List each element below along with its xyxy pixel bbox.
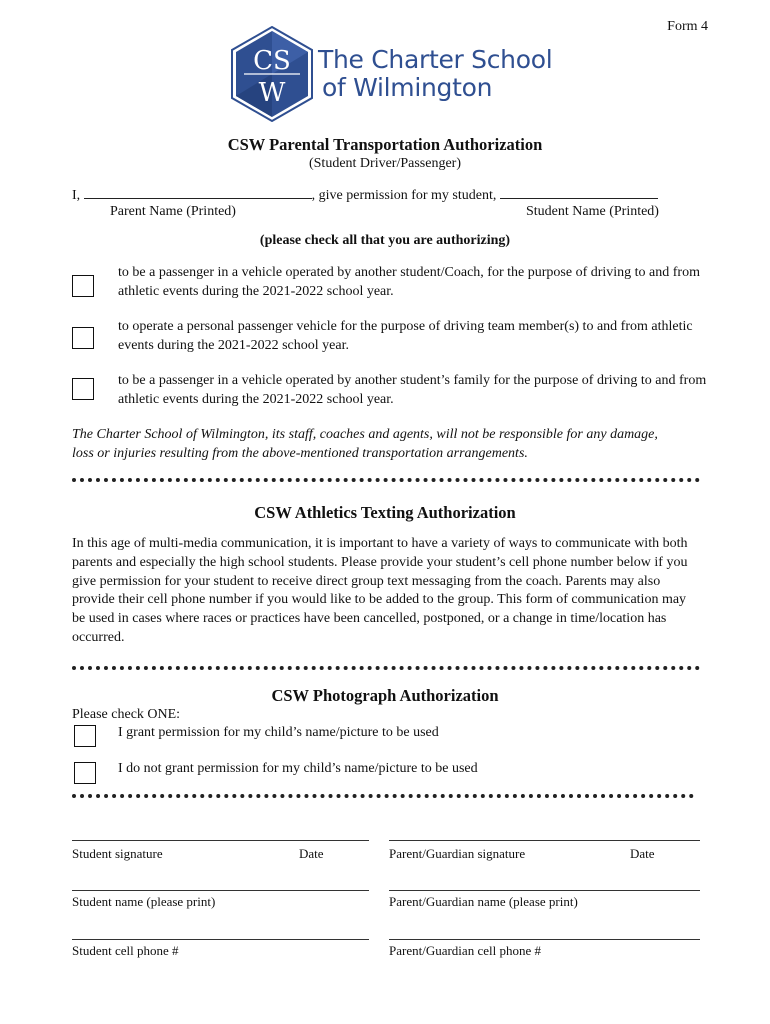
option-passenger-student: to be a passenger in a vehicle operated by another student/Coach, for the purpose of driving to and from athletic events during the 2021-2022 school year.: [118, 265, 700, 299]
section-divider: [72, 666, 700, 670]
student-phone-line[interactable]: [72, 939, 369, 940]
logo-line-1: The Charter School: [318, 45, 553, 74]
parent-name-field[interactable]: [84, 185, 312, 199]
school-logo: [230, 26, 553, 126]
photo-instruction: Please check ONE:: [72, 707, 181, 722]
operate-vehicle-checkbox[interactable]: [72, 327, 94, 349]
form-number: Form 4: [667, 19, 708, 34]
transport-title: CSW Parental Transportation Authorization: [227, 135, 543, 154]
parent-name-print-label: Parent/Guardian name (please print): [389, 894, 578, 909]
student-name-print-label: Student name (please print): [72, 894, 216, 909]
option-operate-vehicle: to operate a personal passenger vehicle for the purpose of driving team member(s) to and from athletic events during the 2021-2022 school year.: [118, 319, 693, 353]
transport-subtitle: (Student Driver/Passenger): [308, 156, 462, 171]
photo-deny-label: I do not grant permission for my child’s name/picture to be used: [118, 761, 478, 776]
logo-monogram-bottom: W: [258, 78, 286, 108]
photo-title: CSW Photograph Authorization: [271, 686, 499, 705]
section-divider: [72, 478, 700, 482]
section-divider: [72, 794, 694, 798]
parent-date-label: Date: [630, 846, 655, 861]
logo-wordmark: [318, 46, 552, 102]
liability-disclaimer: The Charter School of Wilmington, its staff, coaches and agents, will not be responsible for any damage, loss or injuries resulting from the above-mentioned transportation arrangements.: [72, 427, 658, 461]
texting-title: CSW Athletics Texting Authorization: [254, 503, 516, 522]
hexagon-logo-icon: [230, 26, 314, 122]
student-date-label: Date: [299, 846, 324, 861]
option-passenger-family: to be a passenger in a vehicle operated by another student’s family for the purpose of driving to and from athletic events during the 2021-2022 school year.: [118, 373, 707, 407]
photo-grant-label: I grant permission for my child’s name/picture to be used: [118, 725, 439, 740]
permission-middle: , give permission for my student,: [311, 188, 497, 203]
student-signature-line[interactable]: [72, 840, 369, 841]
parent-phone-line[interactable]: [389, 939, 700, 940]
student-name-line[interactable]: [72, 890, 369, 891]
texting-body: In this age of multi-media communication, it is important to have a variety of ways to communicate with both parents and especially the high school students. Please provide your student’s cell phone number below if you give permission for your student to receive direct group text messaging from the coach. Parents may also provide their cell phone number if you would like to be added to the group. This form of communication may be used in cases where races or practices have been cancelled, postponed, or a change in time/location has occurred.: [72, 536, 688, 645]
parent-name-line[interactable]: [389, 890, 700, 891]
passenger-family-checkbox[interactable]: [72, 378, 94, 400]
parent-name-label: Parent Name (Printed): [110, 204, 236, 219]
parent-phone-label: Parent/Guardian cell phone #: [389, 943, 541, 958]
passenger-student-checkbox[interactable]: [72, 275, 94, 297]
student-name-label: Student Name (Printed): [526, 204, 659, 219]
permission-prefix: I,: [72, 188, 81, 203]
parent-signature-line[interactable]: [389, 840, 700, 841]
logo-line-2: of Wilmington: [322, 73, 493, 102]
logo-monogram-top: CS: [253, 46, 291, 76]
photo-grant-checkbox[interactable]: [74, 725, 96, 747]
photo-deny-checkbox[interactable]: [74, 762, 96, 784]
student-signature-label: Student signature: [72, 846, 163, 861]
student-phone-label: Student cell phone #: [72, 943, 179, 958]
authorize-instruction: (please check all that you are authorizing): [259, 233, 511, 248]
parent-signature-label: Parent/Guardian signature: [389, 846, 526, 861]
student-name-field[interactable]: [500, 185, 658, 199]
